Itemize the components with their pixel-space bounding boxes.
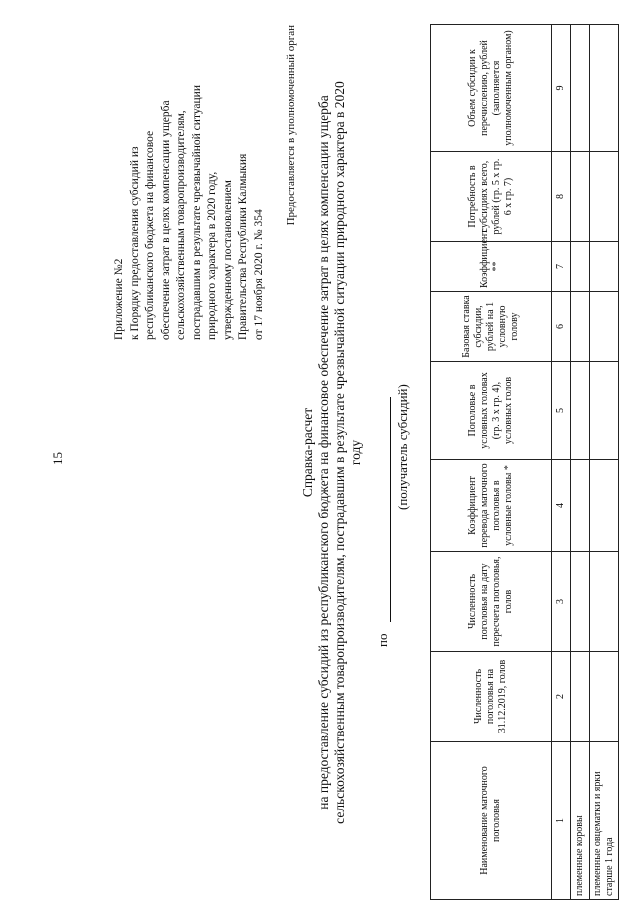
calculation-table	[430, 24, 619, 900]
table-cell	[571, 242, 590, 292]
row-label: племенные коровы	[571, 742, 590, 900]
header-cell: Наименование маточного поголовья	[431, 742, 552, 900]
appendix-line: утвержденному постановлением	[221, 180, 234, 340]
table-cell	[590, 242, 619, 292]
header-cell: Коэффициент перевода маточного поголовья в условные головы *	[431, 460, 552, 552]
appendix-line: пострадавшим в результате чрезвычайной ситуации	[190, 85, 203, 340]
column-number: 1	[552, 742, 571, 900]
table-cell	[571, 152, 590, 242]
column-number: 6	[552, 292, 571, 362]
table-cell	[590, 152, 619, 242]
submission-note: Предоставляется в уполномоченный орган	[285, 25, 297, 226]
header-cell: Численность поголовья на 31.12.2019, голов	[431, 652, 552, 742]
table-row	[590, 25, 619, 900]
table-row	[571, 25, 590, 900]
table-cell	[571, 552, 590, 652]
appendix-line: от 17 ноября 2020 г. № 354	[252, 209, 265, 340]
table-cell	[590, 552, 619, 652]
table-cell	[571, 460, 590, 552]
header-cell: Базовая ставка субсидии, рублей на 1 условную голову	[431, 292, 552, 362]
appendix-line: Правительства Республики Калмыкия	[237, 153, 249, 340]
header-cell: Коэффициент **	[431, 242, 552, 292]
column-number: 8	[552, 152, 571, 242]
table-cell	[590, 292, 619, 362]
column-number: 2	[552, 652, 571, 742]
table-header-row	[431, 25, 552, 900]
row-label: племенные овцематки и ярки старше 1 года	[590, 742, 619, 900]
table-cell	[571, 25, 590, 152]
recipient-line	[375, 227, 395, 647]
appendix-line: Приложение №2	[113, 258, 125, 340]
header-cell: Численность поголовья на дату пересчета поголовья, голов	[431, 552, 552, 652]
recipient-prefix: по	[375, 633, 390, 647]
title-line: сельскохозяйственным товаропроизводителям, пострадавшим в результате чрезвычайной ситуации природного характера в 2020	[332, 81, 347, 824]
column-number: 4	[552, 460, 571, 552]
document-title	[300, 30, 364, 875]
table-number-row	[552, 25, 571, 900]
appendix-line: сельскохозяйственным товаропроизводителям,	[175, 110, 187, 340]
column-number: 3	[552, 552, 571, 652]
appendix-line: к Порядку предоставления субсидий из	[128, 146, 141, 340]
appendix-line: природного характера в 2020 году,	[206, 171, 218, 340]
appendix-line: обеспечение затрат в целях компенсации ущерба	[159, 100, 172, 340]
header-cell: Поголовье в условных головах (гр. 3 х гр. 4), условных голов	[431, 362, 552, 460]
column-number: 5	[552, 362, 571, 460]
title-line: на предоставление субсидий из республиканского бюджета на финансовое обеспечение затрат в целях компенсации ущерба	[316, 95, 331, 810]
header-cell: Объем субсидии к перечислению, рублей (заполняется уполномоченным органом)	[431, 25, 552, 152]
table-cell	[571, 652, 590, 742]
recipient-blank	[390, 397, 391, 622]
page-number: 15	[50, 452, 65, 465]
header-cell: Потребность в субсидиях всего, рублей (гр. 5 х гр. 6 х гр. 7)	[431, 152, 552, 242]
appendix-block	[112, 40, 267, 340]
table-cell	[590, 460, 619, 552]
column-number: 9	[552, 25, 571, 152]
table-cell	[590, 362, 619, 460]
table-cell	[590, 25, 619, 152]
table-cell	[590, 652, 619, 742]
appendix-line: республиканского бюджета на финансовое	[144, 130, 156, 340]
column-number: 7	[552, 242, 571, 292]
title-line: Справка-расчет	[300, 407, 315, 498]
recipient-caption: (получатель субсидий)	[395, 384, 410, 510]
table-cell	[571, 292, 590, 362]
table-cell	[571, 362, 590, 460]
title-line: году	[348, 439, 363, 466]
